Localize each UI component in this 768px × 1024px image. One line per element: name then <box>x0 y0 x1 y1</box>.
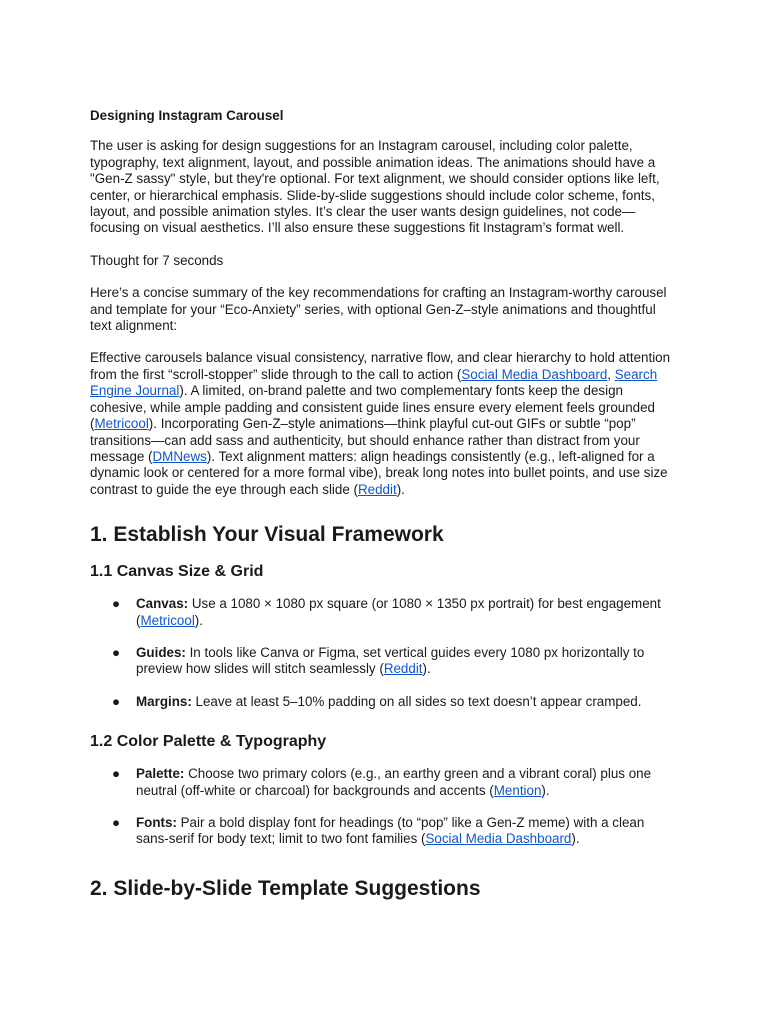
section-heading-visual-framework: 1. Establish Your Visual Framework <box>90 523 444 547</box>
summary-paragraph: Here’s a concise summary of the key recommendations for crafting an Instagram-worthy carousel and template for your “Eco-Anxiety” series, with optional Gen-Z–style animations and thoughtful text alignment: <box>90 285 667 334</box>
bullet-icon: ● <box>112 814 121 830</box>
canvas-grid-list <box>90 596 680 710</box>
subsection-heading-canvas-grid: 1.1 Canvas Size & Grid <box>90 563 264 581</box>
list-item-label: Margins: <box>136 693 192 709</box>
bullet-icon: ● <box>112 693 121 709</box>
body-text: ). Incorporating Gen-Z–style animations—think playful cut-out GIFs or subtle “pop” transitions—can add sass and authenticity, but should enhance rather than distract from your message ( <box>90 416 640 464</box>
list-item <box>90 766 680 799</box>
section-heading-slide-templates: 2. Slide-by-Slide Template Suggestions <box>90 876 481 900</box>
link-metricool[interactable]: Metricool <box>140 612 195 628</box>
list-item-text: ). <box>194 612 203 628</box>
body-text: ). Text alignment matters: align headings consistently (e.g., left-aligned for a dynamic look or centered for a more formal vibe), break long notes into bullet points, and use size contrast to guide the eye through each slide ( <box>90 448 668 497</box>
list-item <box>90 645 680 678</box>
list-item <box>90 596 680 629</box>
list-item-label: Guides: <box>136 644 186 660</box>
link-mention[interactable]: Mention <box>493 782 542 798</box>
body-text: ). <box>396 481 405 497</box>
body-text: ). A limited, on-brand palette and two complementary fonts keep the design cohesive, while ample padding and consistent guide lines ensure every element feels grounded ( <box>90 383 655 432</box>
link-metricool[interactable]: Metricool <box>94 416 149 432</box>
link-social-media-dashboard[interactable]: Social Media Dashboard <box>425 831 572 847</box>
list-item <box>90 694 680 710</box>
list-item-text: Pair a bold display font for headings (to “pop” like a Gen-Z meme) with a clean sans-serif for body text; limit to two font families ( <box>136 814 645 847</box>
link-dmnews[interactable]: DMNews <box>152 448 207 464</box>
color-typography-list <box>90 766 680 848</box>
intro-paragraph: The user is asking for design suggestions for an Instagram carousel, including color palette, typography, text alignment, layout, and possible animation ideas. The animations should have a "Gen-Z sassy" style, but they're optional. For text alignment, we should consider options like left, center, or hierarchical emphasis. Slide-by-slide suggestions should include color scheme, fonts, layout, and possible animation styles. It’s clear the user wants design guidelines, not code—focusing on visual aesthetics. I’ll also ensure these suggestions fit Instagram’s format well. <box>90 138 660 236</box>
body-text: , <box>607 366 615 382</box>
list-item-label: Canvas: <box>136 596 189 612</box>
list-item-label: Fonts: <box>136 814 177 830</box>
list-item-text: ). <box>422 661 431 677</box>
list-item <box>90 815 680 848</box>
list-item-label: Palette: <box>136 766 185 782</box>
bullet-icon: ● <box>112 596 121 612</box>
body-paragraph <box>90 350 680 498</box>
link-search-engine-journal[interactable]: Search Engine Journal <box>90 366 658 399</box>
list-item-text: Use a 1080 × 1080 px square (or 1080 × 1350 px portrait) for best engagement ( <box>136 596 661 628</box>
body-text: Effective carousels balance visual consistency, narrative flow, and clear hierarchy to hold attention from the first “scroll-stopper” slide through to the call to action ( <box>90 350 671 382</box>
list-item-text: ). <box>571 831 580 847</box>
document-title: Designing Instagram Carousel <box>90 108 284 123</box>
link-reddit[interactable]: Reddit <box>357 481 397 497</box>
bullet-icon: ● <box>112 766 121 782</box>
list-item-text: In tools like Canva or Figma, set vertical guides every 1080 px horizontally to preview how slides will stitch seamlessly ( <box>136 644 645 677</box>
bullet-icon: ● <box>112 644 121 660</box>
list-item-text: ). <box>541 782 550 798</box>
list-item-text: Choose two primary colors (e.g., an earthy green and a vibrant coral) plus one neutral (off-white or charcoal) for backgrounds and accents ( <box>136 766 652 798</box>
subsection-heading-color-typography: 1.2 Color Palette & Typography <box>90 733 327 751</box>
thought-duration: Thought for 7 seconds <box>90 252 224 268</box>
link-reddit[interactable]: Reddit <box>383 661 423 677</box>
link-social-media-dashboard[interactable]: Social Media Dashboard <box>461 366 608 382</box>
list-item-text: Leave at least 5–10% padding on all sides so text doesn’t appear cramped. <box>191 693 642 709</box>
